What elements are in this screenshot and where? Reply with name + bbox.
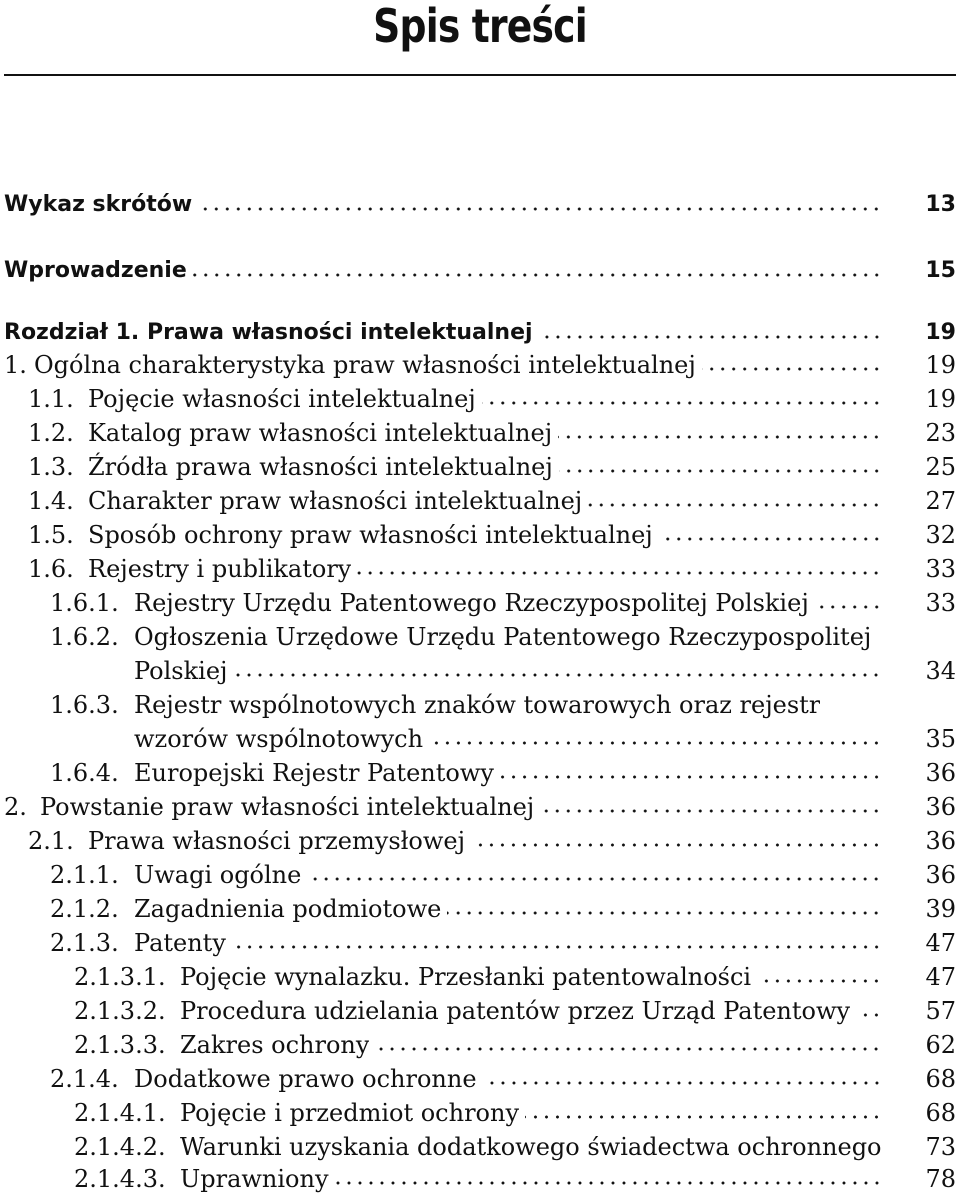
toc-entry-1-5[interactable] [0,516,960,550]
toc-entry-label: Zagadnienia podmiotowe [134,894,441,924]
dot-leader [471,842,882,848]
toc-entry-label: Zakres ochrony [180,1030,369,1060]
dot-leader [659,536,882,542]
toc-entry-number: 2.1.4.3. [74,1164,180,1194]
toc-entry-1-6-3-continuation[interactable] [0,720,960,754]
toc-entry-number: 2. [4,792,40,822]
page-title: Spis treści [86,0,873,60]
toc-page-number: 13 [912,190,956,220]
dot-leader [588,502,882,508]
dot-leader [233,672,882,678]
toc-entry-2-1-4-2[interactable] [0,1128,960,1162]
dot-leader [335,1180,882,1186]
toc-entry-label: Pojęcie wynalazku. Przesłanki patentowalności [180,962,751,992]
toc-entry-1-6-1[interactable] [0,584,960,618]
toc-page-number: 47 [912,962,956,992]
toc-page-number: 36 [912,860,956,890]
toc-entry-number: 1.6.3. [50,690,134,720]
toc-entry-number: 1.1. [28,384,88,414]
toc-entry-label: Pojęcie i przedmiot ochrony [180,1098,519,1128]
dot-leader [307,876,882,882]
toc-entry-2-1-3-2[interactable] [0,992,960,1026]
toc-entry-2-1-3-3[interactable] [0,1026,960,1060]
toc-page-number: 68 [912,1098,956,1128]
toc-entry-number: 1.6.4. [50,758,134,788]
toc-entry-2-1-4-3[interactable] [0,1160,960,1194]
toc-entry-2-1[interactable] [0,822,960,856]
toc-page-number: 62 [912,1030,956,1060]
toc-entry-1-6[interactable] [0,550,960,584]
toc-page-number: 68 [912,1064,956,1094]
toc-entry-2-1-3[interactable] [0,924,960,958]
toc-entry-number: 2.1.4.1. [74,1098,180,1128]
toc-entry-number: 2.1.4. [50,1064,134,1094]
toc-page-number: 23 [912,418,956,448]
dot-leader [558,434,882,440]
toc-entry-1-6-2[interactable] [0,618,960,652]
toc-entry-1-6-2-continuation[interactable] [0,652,960,686]
dot-leader [540,808,882,814]
dot-leader [375,1046,882,1052]
dot-leader [500,774,882,780]
toc-entry-label: Europejski Rejestr Patentowy [134,758,494,788]
toc-page-number: 33 [912,588,956,618]
toc-entry-label: Wprowadzenie [4,256,187,286]
toc-entry-1-4[interactable] [0,482,960,516]
toc-entry-2-1-1[interactable] [0,856,960,890]
toc-entry-number: 2.1. [28,826,88,856]
toc-entry-label: Uprawniony [180,1164,329,1194]
toc-page-number: 34 [912,656,956,686]
toc-entry-number: 2.1.3.2. [74,996,180,1026]
toc-entry-number: 1. [4,350,34,380]
toc-page-number: 25 [912,452,956,482]
toc-entry-label: Powstanie praw własności intelektualnej [40,792,534,822]
dot-leader [856,1012,882,1018]
toc-entry-number: 1.4. [28,486,88,516]
toc-entry-label: Warunki uzyskania dodatkowego świadectwa ochronnego [180,1132,882,1162]
toc-page-number: 36 [912,826,956,856]
toc-entry-number: 2.1.1. [50,860,134,890]
toc-entry-label: Katalog praw własności intelektualnej [88,418,552,448]
dot-leader [539,334,882,340]
toc-entry-label: Pojęcie własności intelektualnej [88,384,476,414]
toc-entry-1[interactable] [0,346,960,380]
dot-leader [232,944,882,950]
toc-entry-rozdzial-1[interactable] [0,314,960,348]
toc-entry-label: Patenty [134,928,226,958]
toc-entry-label: Ogłoszenia Urzędowe Urzędu Patentowego Rzeczypospolitej [134,622,871,652]
toc-entry-number: 2.1.2. [50,894,134,924]
dot-leader [757,978,882,984]
dot-leader [702,366,882,372]
toc-entry-label-continued: wzorów wspólnotowych [134,724,423,754]
toc-entry-label: Rozdział 1. Prawa własności intelektualnej [4,318,533,348]
toc-entry-number: 1.2. [28,418,88,448]
toc-entry-label: Procedura udzielania patentów przez Urząd Patentowy [180,996,850,1026]
toc-page-number: 73 [912,1132,956,1162]
toc-entry-label: Wykaz skrótów [4,190,192,220]
toc-entry-number: 1.5. [28,520,88,550]
toc-entry-number: 1.6. [28,554,88,584]
toc-entry-2-1-3-1[interactable] [0,958,960,992]
toc-page-number: 39 [912,894,956,924]
toc-entry-1-6-4[interactable] [0,754,960,788]
toc-page-number: 32 [912,520,956,550]
toc-page-number: 36 [912,758,956,788]
toc-entry-label: Dodatkowe prawo ochronne [134,1064,477,1094]
toc-entry-label: Charakter praw własności intelektualnej [88,486,582,516]
dot-leader [525,1114,882,1120]
toc-entry-1-3[interactable] [0,448,960,482]
toc-entry-2-1-2[interactable] [0,890,960,924]
dot-leader [815,604,882,610]
toc-entry-number: 1.6.1. [50,588,134,618]
toc-page-number: 36 [912,792,956,822]
dot-leader [357,570,882,576]
toc-page-number: 27 [912,486,956,516]
toc-page-number: 47 [912,928,956,958]
dot-leader [429,740,882,746]
toc-entry-label: Rejestry i publikatory [88,554,351,584]
toc-entry-label: Ogólna charakterystyka praw własności intelektualnej [34,350,696,380]
toc-entry-label: Sposób ochrony praw własności intelektualnej [88,520,653,550]
toc-entry-2[interactable] [0,788,960,822]
toc-entry-label: Źródła prawa własności intelektualnej [88,452,553,482]
toc-entry-2-1-4[interactable] [0,1060,960,1094]
toc-entry-wykaz-skrotow[interactable] [0,186,960,220]
toc-page-number: 19 [912,318,956,348]
toc-entry-number: 1.3. [28,452,88,482]
toc-page-number: 33 [912,554,956,584]
toc-entry-1-1[interactable] [0,380,960,414]
dot-leader [193,272,882,278]
dot-leader [483,1080,882,1086]
toc-page-number: 78 [912,1164,956,1194]
toc-entry-number: 2.1.3.3. [74,1030,180,1060]
toc-page-number: 57 [912,996,956,1026]
toc-entry-1-6-3[interactable] [0,686,960,720]
toc-entry-wprowadzenie[interactable] [0,252,960,286]
toc-entry-label: Prawa własności przemysłowej [88,826,465,856]
dot-leader [198,206,882,212]
toc-entry-label: Rejestry Urzędu Patentowego Rzeczypospolitej Polskiej [134,588,809,618]
toc-page-number: 15 [912,256,956,286]
toc-entry-1-2[interactable] [0,414,960,448]
dot-leader [559,468,882,474]
dot-leader [447,910,882,916]
toc-entry-number: 2.1.4.2. [74,1132,180,1162]
toc-page-number: 35 [912,724,956,754]
toc-page-number: 19 [912,350,956,380]
toc-entry-number: 2.1.3.1. [74,962,180,992]
toc-entry-number: 2.1.3. [50,928,134,958]
toc-entry-number: 1.6.2. [50,622,134,652]
toc-page-number: 19 [912,384,956,414]
toc-entry-label: Rejestr wspólnotowych znaków towarowych oraz rejestr [134,690,820,720]
toc-entry-2-1-4-1[interactable] [0,1094,960,1128]
toc-entry-label-continued: Polskiej [134,656,227,686]
toc-entry-label: Uwagi ogólne [134,860,301,890]
dot-leader [482,400,882,406]
